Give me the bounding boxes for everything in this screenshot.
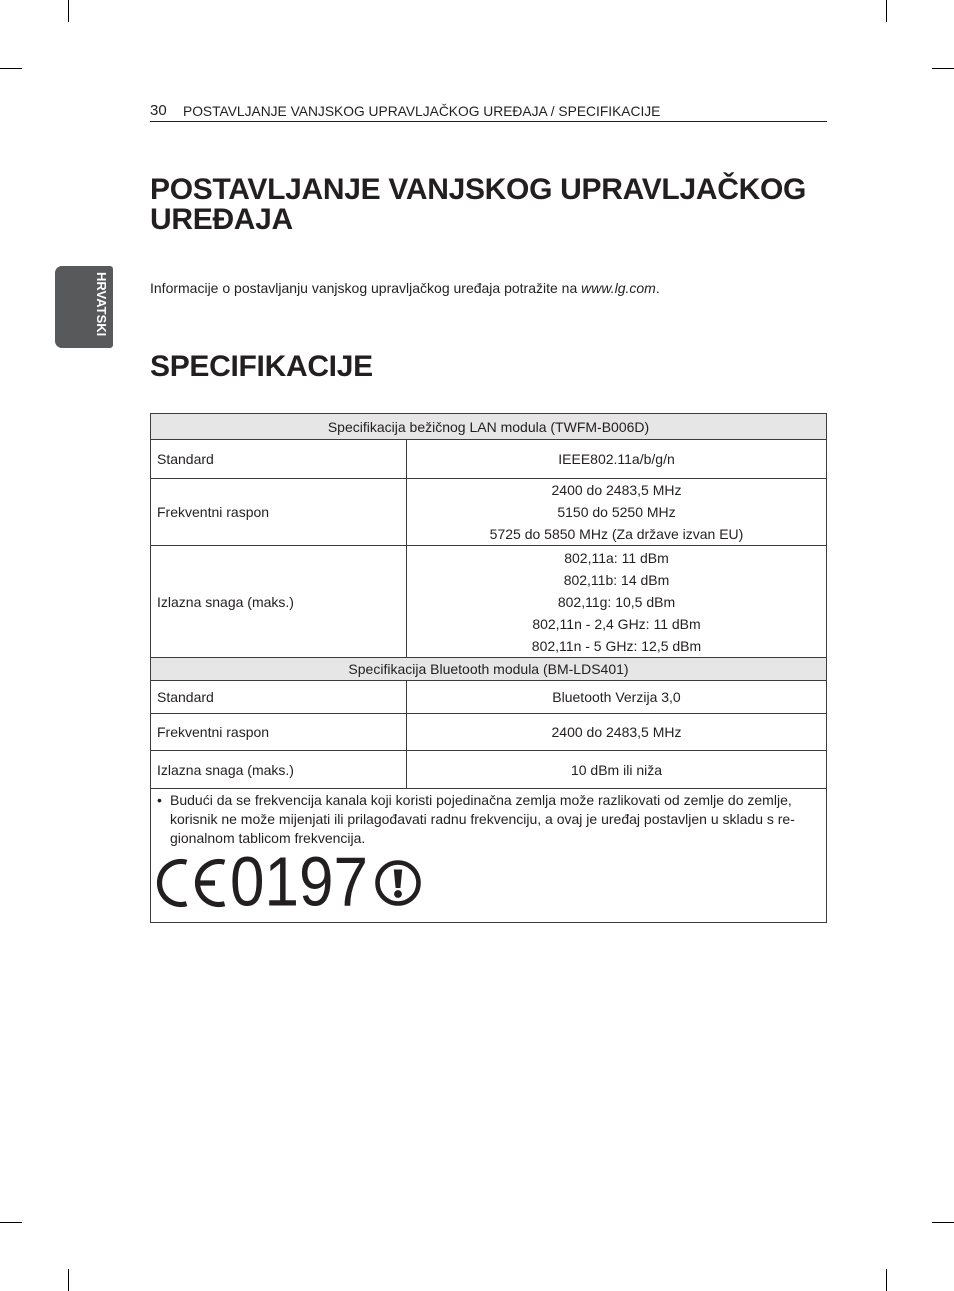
- crop-mark-top-right-horizontal: [932, 68, 954, 69]
- bt-standard-label-cell: [151, 681, 407, 714]
- bt-power-label-cell: [151, 751, 407, 789]
- wlan-module-header-text: Specifikacija bežičnog LAN modula (TWFM-B006D): [327, 418, 650, 435]
- crop-mark-bottom-right-horizontal: [932, 1222, 954, 1223]
- specifications-table: [150, 413, 827, 923]
- wlan-module-header: [151, 414, 827, 440]
- bullet: •: [157, 792, 162, 808]
- wlan-power-value: 802,11n - 5 GHz: 12,5 dBm: [531, 637, 702, 654]
- note-line: Budući da se frekvencija kanala koji koristi pojedinačna zemlja može razlikovati od zemlje do zemlje,: [170, 792, 792, 808]
- bt-power-value-cell: [407, 751, 827, 789]
- bt-frequency-value: 2400 do 2483,5 MHz: [551, 724, 682, 740]
- wlan-frequency-value: 5150 do 5250 MHz: [557, 504, 676, 520]
- crop-mark-bottom-left-vertical: [68, 1269, 69, 1291]
- bt-standard-label: Standard: [157, 689, 214, 705]
- website-reference: www.lg.com: [581, 280, 656, 296]
- wlan-frequency-value: 2400 do 2483,5 MHz: [551, 482, 682, 498]
- running-header: POSTAVLJANJE VANJSKOG UPRAVLJAČKOG UREĐAJA / SPECIFIKACIJE: [183, 104, 661, 119]
- compliance-marks: [156, 843, 820, 922]
- intro-paragraph: [150, 281, 660, 295]
- language-tab-label: HRVATSKI: [94, 272, 109, 337]
- bt-frequency-label: Frekventni raspon: [157, 724, 270, 740]
- note-line: gionalnom tablicom frekvencija.: [170, 830, 366, 846]
- wlan-frequency-value-cell: [407, 479, 827, 546]
- intro-text: Informacije o postavljanju vanjskog upravljačkog uređaja potražite na: [150, 280, 582, 296]
- crop-mark-bottom-right-vertical: [886, 1269, 887, 1291]
- section-title-external-control: POSTAVLJANJE VANJSKOG UPRAVLJAČKOG UREĐAJA: [150, 173, 807, 236]
- bt-frequency-label-cell: [151, 714, 407, 751]
- regulatory-note-cell: [151, 789, 827, 923]
- bt-power-label: Izlazna snaga (maks.): [157, 761, 294, 778]
- regulatory-note: [157, 791, 820, 848]
- wlan-power-value-cell: [407, 546, 827, 658]
- wlan-power-value: 802,11b: 14 dBm: [563, 571, 670, 588]
- intro-end: .: [655, 280, 660, 296]
- header-rule: [150, 121, 827, 122]
- wlan-power-value: 802,11a: 11 dBm: [564, 549, 669, 566]
- bluetooth-module-header: [151, 658, 827, 681]
- bt-frequency-value-cell: [407, 714, 827, 751]
- section-title-specifications: SPECIFIKACIJE: [150, 350, 373, 383]
- notified-body-number: 0197: [230, 843, 368, 922]
- language-tab: [55, 266, 113, 348]
- note-text: [170, 791, 795, 848]
- bt-power-value: 10 dBm ili niža: [570, 761, 663, 778]
- crop-mark-top-right-vertical: [886, 0, 887, 22]
- crop-mark-top-left-vertical: [68, 0, 69, 22]
- wlan-standard-label: Standard: [157, 451, 214, 467]
- ce-mark-icon: [156, 857, 230, 909]
- wlan-frequency-value: 5725 do 5850 MHz (Za države izvan EU): [489, 526, 744, 542]
- wlan-power-value: 802,11g: 10,5 dBm: [557, 593, 676, 610]
- note-line: korisnik ne može mijenjati ili prilagođavati radnu frekvenciju, a ovaj je uređaj postavljen u skladu s re-: [170, 811, 795, 827]
- wlan-standard-value-cell: [407, 440, 827, 479]
- crop-mark-bottom-left-horizontal: [0, 1222, 22, 1223]
- alert-circle-icon: [375, 860, 421, 906]
- wlan-power-label-cell: [151, 546, 407, 658]
- crop-mark-top-left-horizontal: [0, 68, 22, 69]
- bt-standard-value-cell: [407, 681, 827, 714]
- bluetooth-module-header-text: Specifikacija Bluetooth modula (BM-LDS401): [348, 661, 629, 677]
- wlan-power-label: Izlazna snaga (maks.): [157, 593, 294, 610]
- wlan-standard-label-cell: [151, 440, 407, 479]
- wlan-frequency-label-cell: [151, 479, 407, 546]
- bt-standard-value: Bluetooth Verzija 3,0: [552, 689, 681, 705]
- wlan-frequency-label: Frekventni raspon: [157, 504, 270, 520]
- page-number: 30: [150, 102, 167, 119]
- wlan-standard-value: IEEE802.11a/b/g/n: [558, 451, 675, 467]
- wlan-power-value: 802,11n - 2,4 GHz: 11 dBm: [532, 615, 701, 632]
